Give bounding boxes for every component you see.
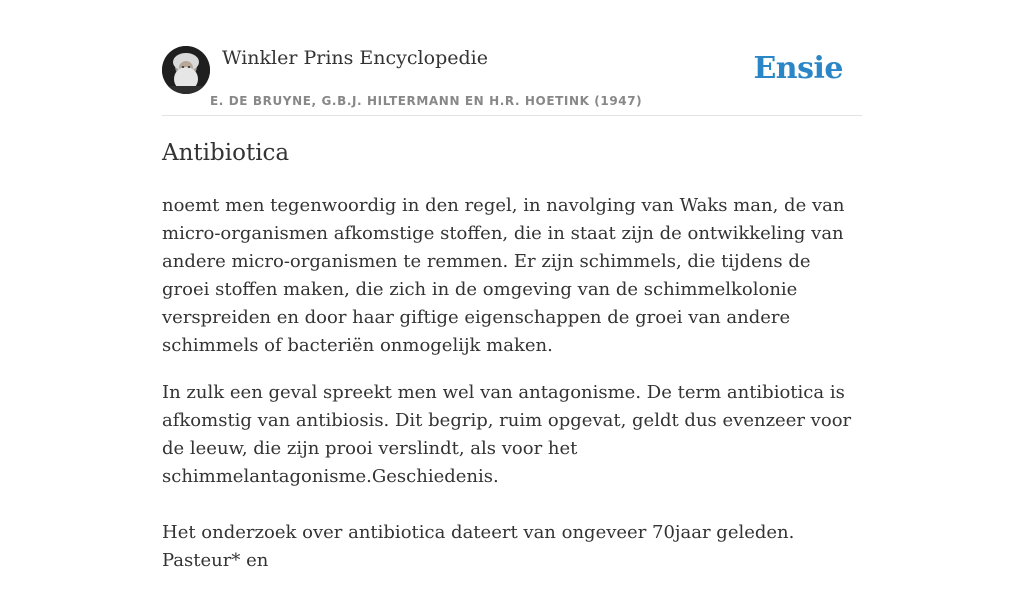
article-paragraph: In zulk een geval spreekt men wel van antagonisme. De term antibiotica is afkomstig van antibiosis. Dit begrip, ruim opgevat, geldt dus evenzeer voor de leeuw, die zijn prooi verslindt, als voor het schimmelantagonisme.Geschiedenis. bbox=[162, 382, 852, 487]
authors-line: E. DE BRUYNE, G.B.J. HILTERMANN EN H.R. HOETINK (1947) bbox=[210, 94, 643, 108]
ensie-logo[interactable]: Ensie bbox=[753, 51, 843, 86]
portrait-photo-icon bbox=[162, 46, 210, 94]
article-body bbox=[162, 192, 862, 594]
source-header bbox=[162, 40, 862, 116]
article-paragraph: noemt men tegenwoordig in den regel, in navolging van Waks man, de van micro-organismen afkomstige stoffen, die in staat zijn de ontwikkeling van andere micro-organismen te remmen. Er zijn schimmels, die tijdens de groei stoffen maken, die zich in de omgeving van de schimmelkolonie verspreiden en door haar giftige eigenschappen de groei van andere schimmels of bacteriën onmogelijk maken. bbox=[162, 195, 845, 356]
source-title[interactable]: Winkler Prins Encyclopedie bbox=[222, 47, 488, 69]
article-title: Antibiotica bbox=[162, 140, 290, 166]
article-paragraph: Het onderzoek over antibiotica dateert van ongeveer 70jaar geleden. Pasteur* en bbox=[162, 522, 795, 571]
